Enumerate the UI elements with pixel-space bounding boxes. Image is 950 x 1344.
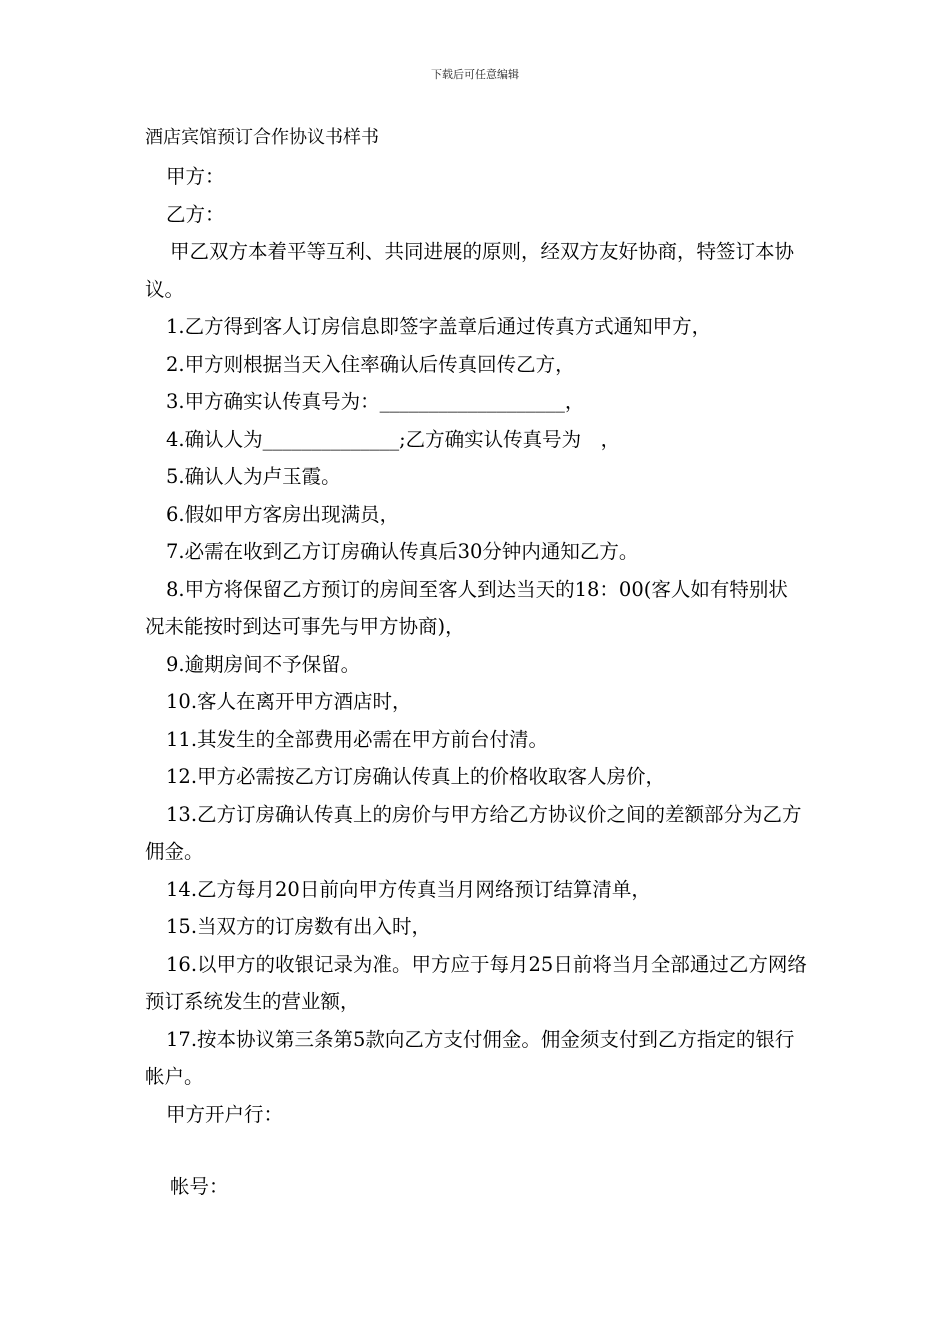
blank-spacer bbox=[145, 1133, 807, 1168]
preamble-paragraph: 甲乙双方本着平等互利、共同进展的原则，经双方友好协商，特签订本协议。 bbox=[145, 240, 795, 301]
clause-11: 11.其发生的全部费用必需在甲方前台付清。 bbox=[166, 727, 549, 751]
party-a-label: 甲方： bbox=[166, 165, 225, 188]
clause-4: 4.确认人为______________;乙方确实认传真号为 ， bbox=[166, 427, 621, 451]
clause-3: 3.甲方确实认传真号为：___________________， bbox=[166, 390, 585, 413]
clause-1: 1.乙方得到客人订房信息即签字盖章后通过传真方式通知甲方， bbox=[166, 315, 712, 338]
clause-9: 9.逾期房间不予保留。 bbox=[166, 652, 361, 676]
clause-15: 15.当双方的订房数有出入时， bbox=[166, 915, 432, 938]
clause-14: 14.乙方每月20日前向甲方传真当月网络预订结算清单， bbox=[166, 877, 651, 901]
account-label: 帐号： bbox=[170, 1175, 229, 1198]
page-header-note: 下载后可任意编辑 bbox=[431, 68, 519, 81]
bank-label: 甲方开户行： bbox=[166, 1102, 284, 1126]
document-body bbox=[145, 122, 807, 1206]
clause-6: 6.假如甲方客房出现满员， bbox=[166, 502, 400, 526]
party-b-label: 乙方： bbox=[166, 202, 225, 226]
document-title: 酒店宾馆预订合作协议书样书 bbox=[145, 127, 379, 148]
clause-8: 8.甲方将保留乙方预订的房间至客人到达当天的18：00(客人如有特别状况未能按时到达可事先与甲方协商)， bbox=[145, 577, 788, 638]
clause-2: 2.甲方则根据当天入住率确认后传真回传乙方， bbox=[166, 352, 575, 376]
clause-16: 16.以甲方的收银记录为准。甲方应于每月25日前将当月全部通过乙方网络预订系统发生的营业额， bbox=[145, 952, 807, 1013]
clause-17: 17.按本协议第三条第5款向乙方支付佣金。佣金须支付到乙方指定的银行帐户。 bbox=[145, 1027, 795, 1088]
clause-12: 12.甲方必需按乙方订房确认传真上的价格收取客人房价， bbox=[166, 765, 666, 788]
clause-13: 13.乙方订房确认传真上的房价与甲方给乙方协议价之间的差额部分为乙方佣金。 bbox=[145, 802, 802, 863]
clause-10: 10.客人在离开甲方酒店时， bbox=[166, 690, 412, 713]
clause-5: 5.确认人为卢玉霞。 bbox=[166, 465, 341, 488]
clause-7: 7.必需在收到乙方订房确认传真后30分钟内通知乙方。 bbox=[166, 540, 639, 563]
